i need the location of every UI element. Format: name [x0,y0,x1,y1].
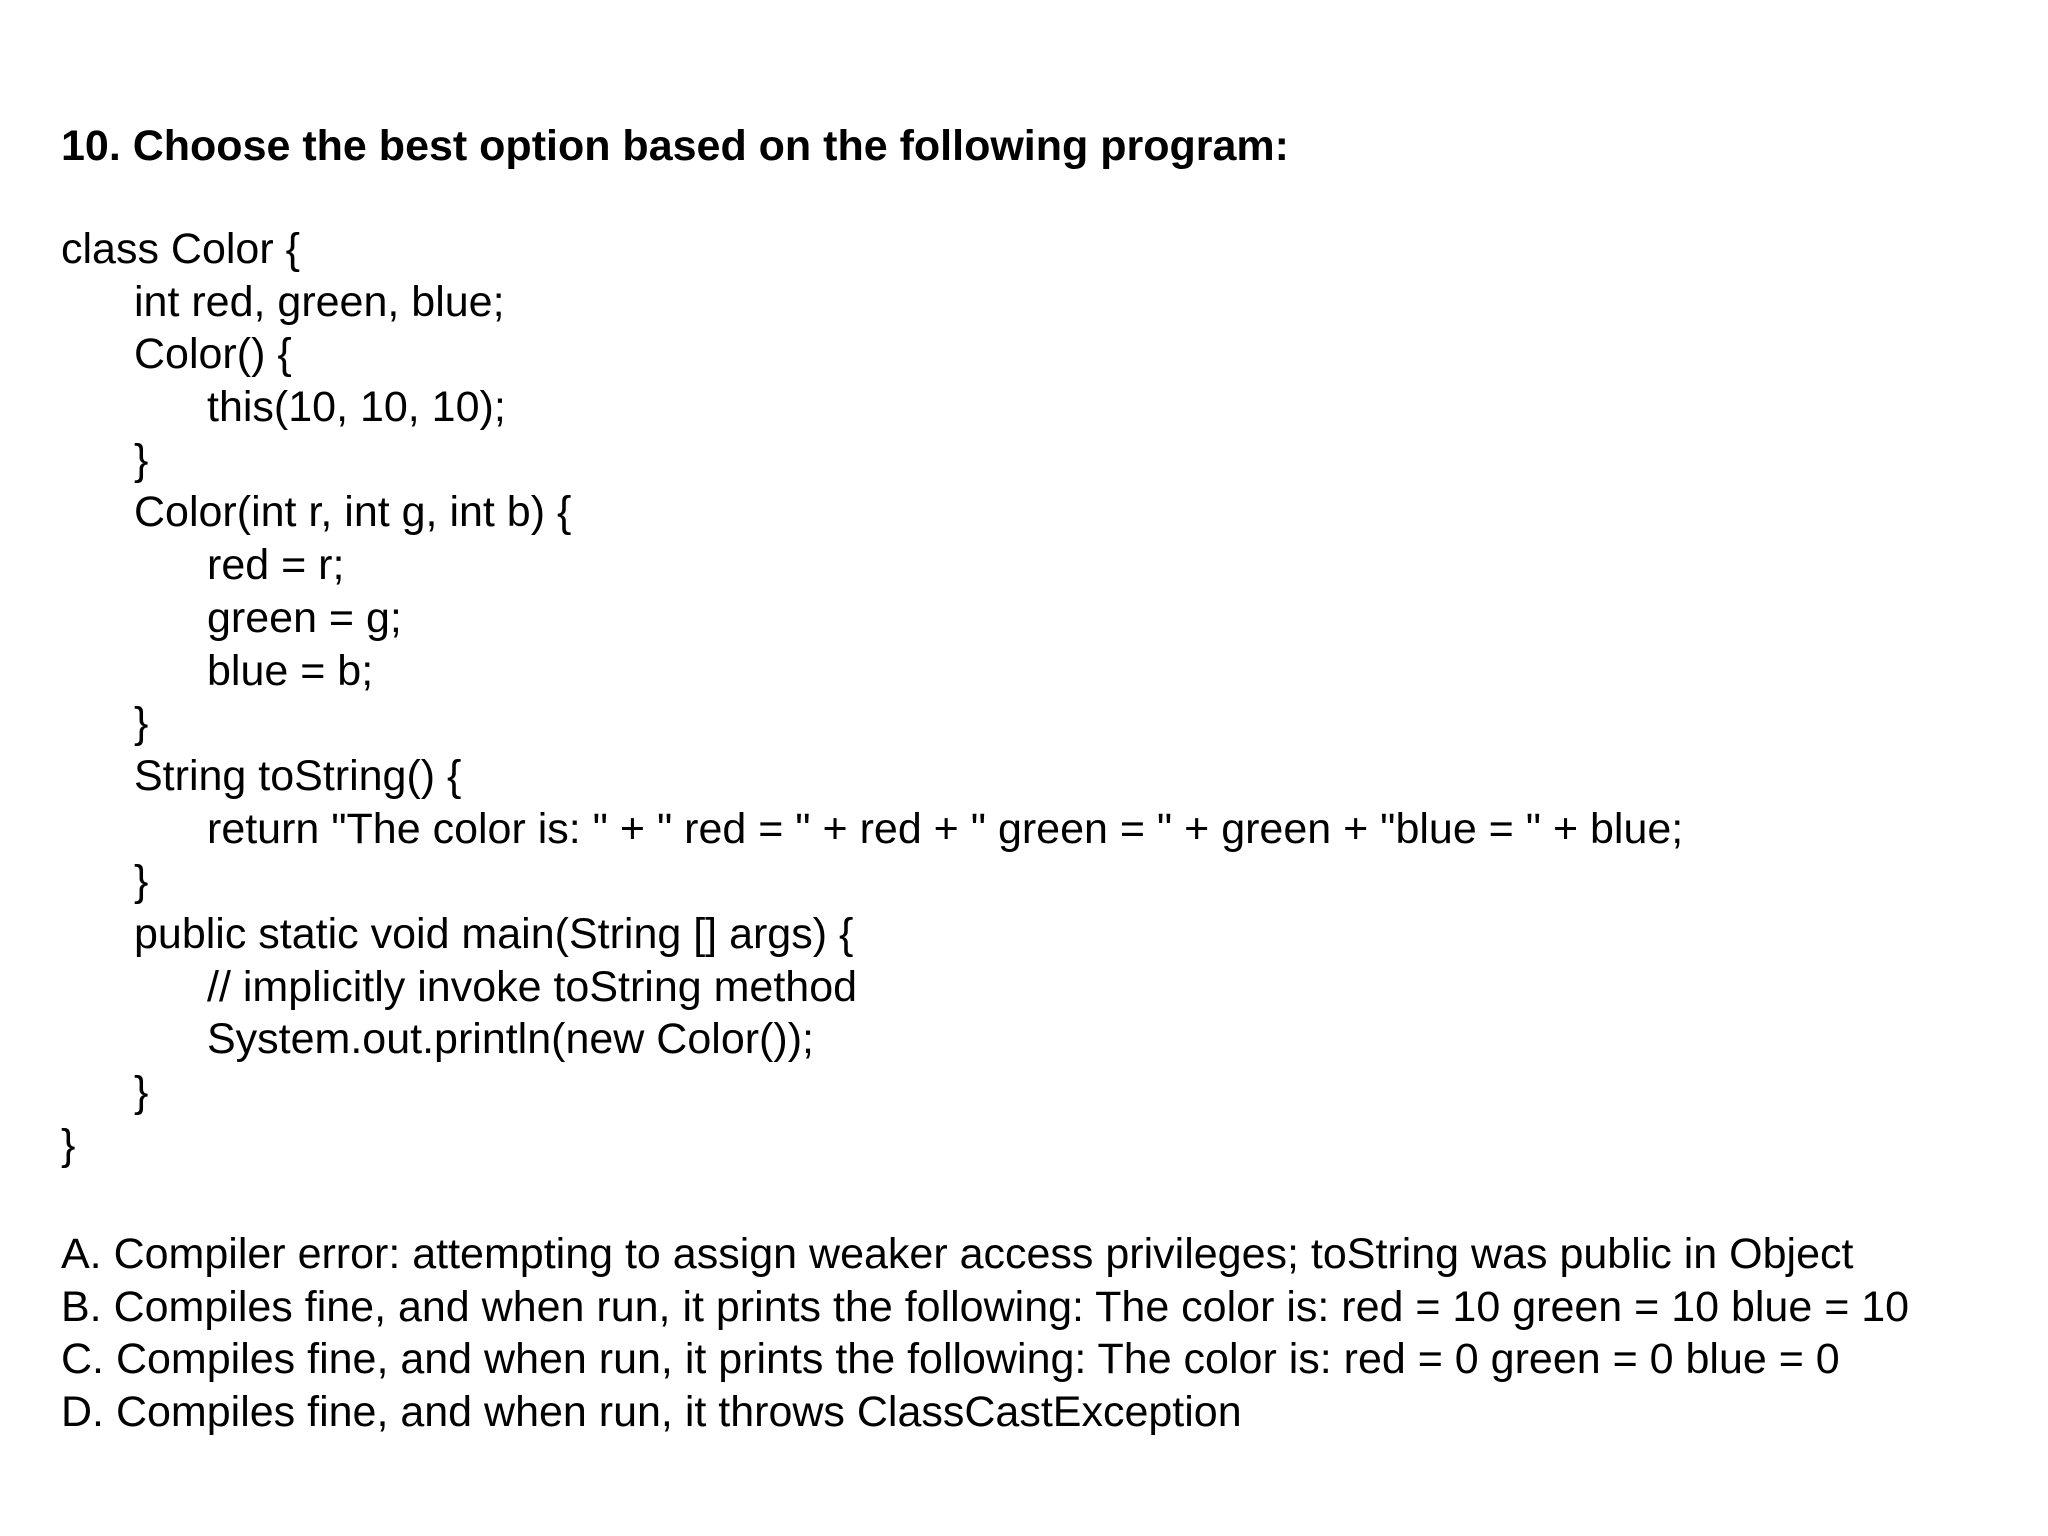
option-c: C. Compiles fine, and when run, it prints the following: The color is: red = 0 green = 0 blue = 0 [61,1335,1840,1384]
code-line: } [134,1068,149,1116]
code-line: int red, green, blue; [134,277,505,326]
option-b: B. Compiles fine, and when run, it prints the following: The color is: red = 10 green = 10 blue = 10 [61,1282,1910,1331]
question-title: 10. Choose the best option based on the following program: [61,122,1289,170]
code-line: } [134,435,149,484]
code-line: red = r; [207,541,345,590]
code-line: blue = b; [207,646,374,695]
code-line: } [134,699,149,748]
code-block [61,223,1683,1171]
code-line: green = g; [207,593,402,642]
code-line: this(10, 10, 10); [207,383,506,432]
code-line: // implicitly invoke toString method [207,962,858,1011]
code-line: return "The color is: " + " red = " + red + " green = " + green + "blue = " + blue; [207,804,1684,853]
code-line: Color() { [134,330,292,379]
code-line: class Color { [61,225,300,273]
option-d: D. Compiles fine, and when run, it throws ClassCastException [61,1388,1242,1437]
code-line: Color(int r, int g, int b) { [134,488,572,537]
code-line: String toString() { [134,751,462,800]
code-line: public static void main(String [] args) { [134,909,854,958]
code-line: } [61,1120,76,1169]
option-a: A. Compiler error: attempting to assign weaker access privileges; toString was public in Object [61,1230,1854,1278]
code-line: System.out.println(new Color()); [207,1015,814,1064]
code-line: } [134,857,149,906]
answer-options [61,1228,1909,1439]
